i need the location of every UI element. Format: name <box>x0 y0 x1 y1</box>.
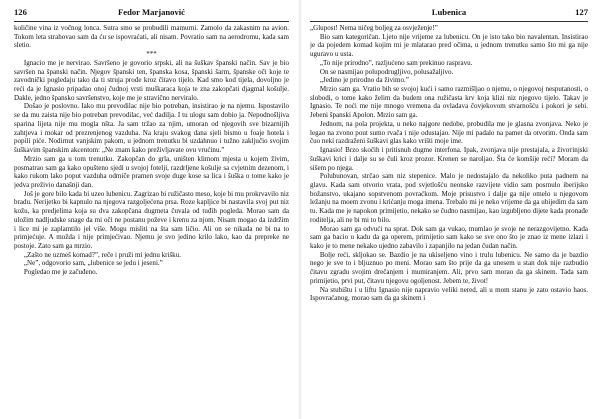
section-separator: *** <box>146 50 157 59</box>
paragraph: Ignasio! Brzo skočih i pritisnuh dugme interfona. Ipak, zvonjava nije prestajala, a živoтinjski šuškavi krici i dalje su se čuli kroz prozor. Krenen se naroljao. Šta će komšije reći? Moram da sišem po njega. <box>310 146 588 172</box>
paragraph: „Ne”, odgovorio sam, „lubenice se jedu i jeseni.” <box>23 259 163 268</box>
right-running-head <box>310 5 588 19</box>
paragraph: Došao je poslovno. Iako mu prevodilac nije bio potreban, insistirao je na njemu. Ispostavilo se da mu zaista nije bio potreban prevodilac, već dadilja. I tu ulogu sam dobio ja. Nepodnošljiva sparina lijeta nije mu mogla nšta. Ja sam tržao za njim, umoran od njegovih sve bizarnijih zahtjeva i mokar od prezrenjenog vazduha. Na kraju svakog dana sjeli bismo u foaje hotela i popili piće. Nodirnut vanjskim pakom, u jednom trenutku bi uzdahnuo i tužno zaključio svojim šuškavim španskim akcentom: „Ne znam kako preživljavate ovu vrućinu.” <box>14 102 289 155</box>
paragraph: Na stubištu i u liftu Ignasio nije napravio veliki nered, ali u mom stanu je zato ostavio haos. Ispovraćanog, morao sam da ga skinem i <box>310 285 588 303</box>
paragraph: Ignacio me je nervirao. Savršeno je govorio srpski, ali na šuškav španski način. Sav je bio savršen na španski način. Njegov španski ten, španska kosa, španski šarm, španske oči koje te zavodnički pogledaju tako da ti struja prođe kroz čitavo tijelo. Kad smo kod tijela, dovoljno je reći da je Ignasio pripadao onoj čudnoj vrsti muškaraca koja te zna zakopčati djagmal košulje. Dakle, jedno špansko savršenstvo, koje me je stravično nerviralo. <box>14 58 289 102</box>
paragraph: Još je gore bilo kada bi uzeo lubenicu. Zagrizao bi ružičasto meso, koje bi mu prokrvavilo niz bradu. Nerijetko bi kapnulo na njegova razgoljećena prsa. Roze kapljice bi nastavila svoj put niz kožu, ka predjelima koja su dva zakopčana dugmeta čuvala od tuđih pogleda. Morao sam da uložim nadljudske snage da mi oči ne postanu poževe i krenu za njom. Nisam mogao da izdržim i lice mi je zaplamtilo jel više. Mogu misliti na šta sam ličio. Ali on se nikada ne bi na to primjećuje. A možda i nije primjećivao. Njemu je svo jedino krilo lako, kao da prepreke ne postoje. Zato sam ga mrzio. <box>14 189 289 250</box>
left-header-rule <box>14 21 289 22</box>
paragraph: Bolje reći, skljokao se. Bazdio je na ukiseljeno vino i trulu lubenicu. Ne samo da je bazdio nego je sve to i bljuznuo po meni. Morao sam što prije da ga unesem u stan dok nije razbudio čitavu zgradu svojim drečanjem i mumiranjem. Ali, prvo sam morao da ga skinem. Tada sam primijetio, prvi put, čitavu njegovu ogoljenost. Jebem te, život! <box>310 250 588 285</box>
paragraph: Jednom, na pola projekta, u neko najgore nedobe, probudila me je glasna zvonjava. Neko je legao na zvono pout sumo rvača i nije odustajao. Nije mi padalo na pamet da otvorim. Onda sam čuo neki razdraženi šuškavi glas kako vrišti moje ime. <box>310 119 588 146</box>
paragraph: Pogledao me je začuđeno. <box>23 268 98 277</box>
paragraph: Polubunovan, strčao sam niz stepenice. Malo je nedostajalo da nekoliko puta padnem na glavu. Kada sam otvorio vrata, pod svjetlošću neonske razvijete vidio sam posrnulo iberijsko božanstvo, ukajano sopstvenom povraćkom. Moje prisustvo i dalje ga nije omelo u njegovom ležanju na moem zvonu i krićanju moga imena. Trebalo mi je neko vrijeme da ga ubijedim da sam tu. Kada me je napokon primijetio, nekako se čudno nasmijao, kao izgubljeno dijete kada pronađe roditelja, ali ne bi mi to bilo. <box>310 172 588 224</box>
left-running-head <box>14 5 289 19</box>
left-running-title: Fedor Marjanović <box>118 7 185 17</box>
book-gutter <box>298 0 302 419</box>
paragraph: Mrzio sam ga u tom trenutku. Zakopčan do grla, uništen klimom mjesta u kojem živim, posmatrao sam ga kako opuštenо sjedi u svojoj fotelji, razdrljene košulje sa cvjetnim dezenom, i kako rukom lako poput vazduha odmiče pramen svoje duge kose sa lica i šuška o tome kako je jedva preživio današnji dan. <box>14 154 289 189</box>
left-page-number: 126 <box>14 7 27 17</box>
paragraph: Morao sam ga odvući na sprat. Dok sam ga vukao, mumlao je svoje ne nerazgovijetno. Kada sam ga bacio u kadu da ga operem, primijetio sam kako se sve ono što je znao iz mene izlazi i kako je to mene nekako ujedno zabavilo i zapanjilo na jedan čudan način. <box>310 224 588 250</box>
right-running-title: Lubenica <box>431 7 467 17</box>
paragraph: „Jedino je prirodno da živimo.” <box>319 76 409 85</box>
right-page <box>310 0 588 419</box>
paragraph: količine vina iz vočnog lonca. Sutra smo se probudili mamurni. Zamolo da zakasnim na avion. Tokom leta strahovao sam da ću se ispovraćati, ali nisam. Povratio sam na aerodromu, kada sam sletio. <box>14 24 289 50</box>
paragraph: „Glupost! Nema ničeg boljeg za osvježenje!” <box>310 24 438 32</box>
paragraph: On se nasmijao polupodruglјivo, polusažaljivo. <box>319 67 454 76</box>
paragraph: „Zašto ne uzmeš komad?”, reče i pruži mi jednu krišku. <box>23 250 181 259</box>
paragraph: „To nije prirodno”, razljućeno sam prekinuo raspravu. <box>319 58 473 67</box>
right-page-body <box>310 24 588 417</box>
right-header-rule <box>310 21 588 22</box>
left-page <box>14 0 289 419</box>
right-page-number: 127 <box>575 7 588 17</box>
left-page-body <box>14 24 289 417</box>
paragraph: Mrzio sam ga. Vratio bih se svojoj kući i samo razmišljao o njemu, o njegovoj nesputanosti, o slobodi, o tome kako želim da budem ona ružičasta krv koja klizi niz njegovo tijelo. Takav je Ignasio. Te noći me nije mnogo vremena da ovladava čovjekovom stvarnošću i pokori je sebi. Jebeni španski Apolon. Mrzio sam ga. <box>310 85 588 120</box>
paragraph: Bio sam kategoričan. Ljeto nije vrijeme za lubenicu. On je isto tako bio navalentan. Insistirao je da pojedem komad kojim mi je mlatarao pred očima, u jednom trenutku samo što mi ga nije uguravo u usta. <box>310 32 588 59</box>
